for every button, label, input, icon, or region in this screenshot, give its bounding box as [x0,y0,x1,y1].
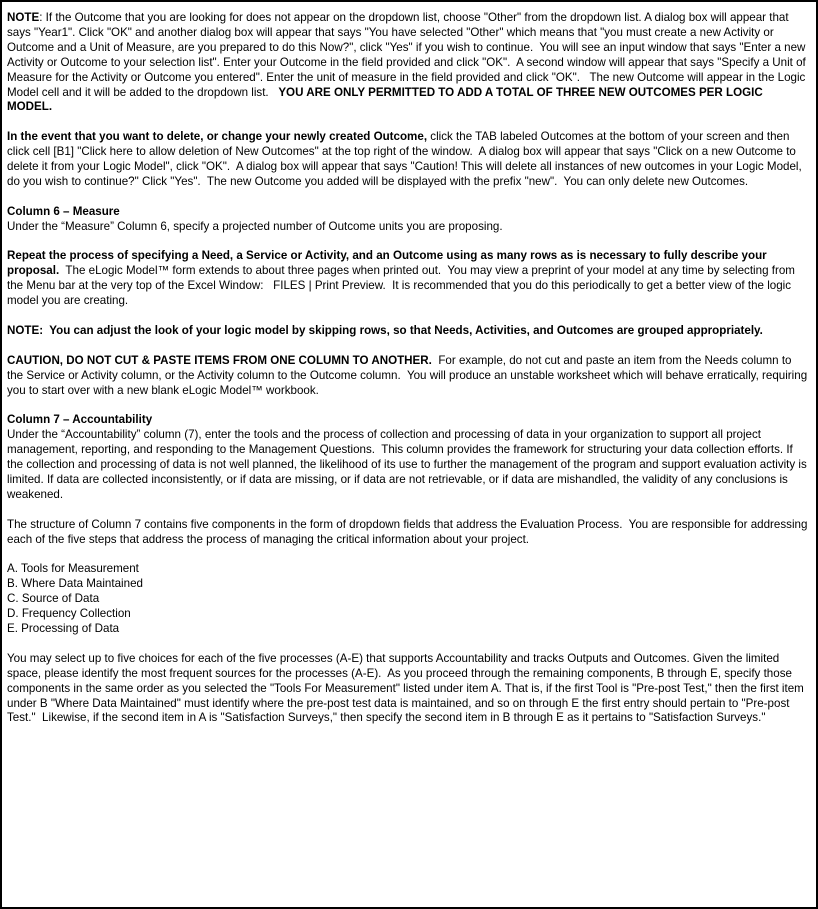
bold-three-outcomes-limit: YOU ARE ONLY PERMITTED TO ADD A TOTAL OF THREE NEW OUTCOMES PER LOGIC MODEL. [7,85,766,114]
paragraph-select-choices: You may select up to five choices for each of the five processes (A-E) that supports Accountability and tracks Outputs and Outcomes. Given the limited space, please identify the most frequent sources for the processes (A-E). As you proceed through the remaining components, B through E, specify those components in the same order as you selected the "Tools For Measurement" listed under item A. That is, if the first Tool is "Pre-post Test," then the first item under B "Where Data Maintained" must identify where the pre-post test data is maintained, and so on through E the first entry should pertain to "Pre-post Test." Likewise, if the second item in A is "Satisfaction Surveys," then specify the second item in B through E as it pertains to "Satisfaction Surveys." [7,651,808,725]
heading-column-7-accountability: Column 7 – Accountability [7,413,153,427]
paragraph-caution-cut-paste [7,354,810,399]
paragraph-measure: Under the “Measure” Column 6, specify a projected number of Outcome units you are proposing. [7,219,503,233]
list-item-processing-of-data: E. Processing of Data [7,622,120,636]
list-item-frequency-collection: D. Frequency Collection [7,607,131,621]
bold-caution-lead: CAUTION, DO NOT CUT & PASTE ITEMS FROM ONE COLUMN TO ANOTHER. [7,353,432,367]
note-add-outcome-text: : If the Outcome that you are looking for does not appear on the dropdown list, choose "Other" from the dropdown list. A dialog box will appear that says "Year1". Click "OK" and another dialog box will appear that says "You have selected "Other" which means that "you must create a new Activity or Outcome and a Unit of Measure, are you prepared to do this Now?", click "Yes" if you wish to continue. You will see an input window that says "Enter a new Activity or Outcome to your selection list". Enter your Outcome in the field provided and click "OK". A second window will appear that says "Specify a Unit of Measure for the Activity or Outcome you entered". Enter the unit of measure in the field provided and click "OK". The new Outcome will appear in the Logic Model cell and it will be added to the dropdown list. [7,11,809,99]
paragraph-note-add-outcome [7,11,810,115]
delete-outcome-text: click the TAB labeled Outcomes at the bottom of your screen and then click cell [B1] "Click here to allow deletion of New Outcomes" at the top right of the window. A dialog box will appear that says "Click on a new Outcome to delete it from your Logic Model", click "OK". A dialog box will appear that says "Caution! This will delete all instances of new outcomes in your Logic Model, do you wish to continue?" Click "Yes". The new Outcome you added will be displayed with the prefix "new". You can only delete new Outcomes. [7,130,805,188]
paragraph-accountability: Under the “Accountability” column (7), enter the tools and the process of collection and processing of data in your organization to support all project management, reporting, and responding to the Management Questions. This column provides the framework for structuring your data collection efforts. If the collection and processing of data is not well planned, the likelihood of its use to further the management of the program and support evaluation activity is limited. If data are collected inconsistently, or if data are missing, or if data are not retrievable, or if data are mishandled, the validity of any conclusions is weakened. [7,428,811,501]
paragraph-repeat-process [7,249,810,309]
heading-column-6-measure: Column 6 – Measure [7,204,120,218]
paragraph-note-skip-rows: NOTE: You can adjust the look of your logic model by skipping rows, so that Needs, Activities, and Outcomes are grouped appropriately. [7,323,763,337]
paragraph-delete-outcome [7,130,810,190]
bold-note-label: NOTE [7,11,40,24]
caution-text: For example, do not cut and paste an item from the Needs column to the Service or Activity column, or the Activity column to the Outcome column. You will produce an unstable worksheet which will behave erratically, requiring you to start over with a new blank eLogic Model™ workbook. [7,353,811,397]
bold-delete-lead: In the event that you want to delete, or change your newly created Outcome, [7,130,428,144]
list-item-source-of-data: C. Source of Data [7,592,100,606]
components-list [7,562,810,637]
list-item-tools-for-measurement: A. Tools for Measurement [7,562,139,576]
paragraph-column7-structure: The structure of Column 7 contains five components in the form of dropdown fields that address the Evaluation Process. You are responsible for addressing each of the five steps that address the process of managing the critical information about your project. [7,517,811,546]
bold-repeat-lead: Repeat the process of specifying a Need, a Service or Activity, and an Outcome using as many rows as is necessary to fully describe your proposal. [7,249,770,278]
repeat-process-text: The eLogic Model™ form extends to about three pages when printed out. You may view a preprint of your model at any time by selecting from the Menu bar at the very top of the Excel Window: FILES | Print Preview. It is recommended that you do this periodically to get a better view of the logic model you are creating. [7,264,799,308]
list-item-where-data-maintained: B. Where Data Maintained [7,577,143,591]
